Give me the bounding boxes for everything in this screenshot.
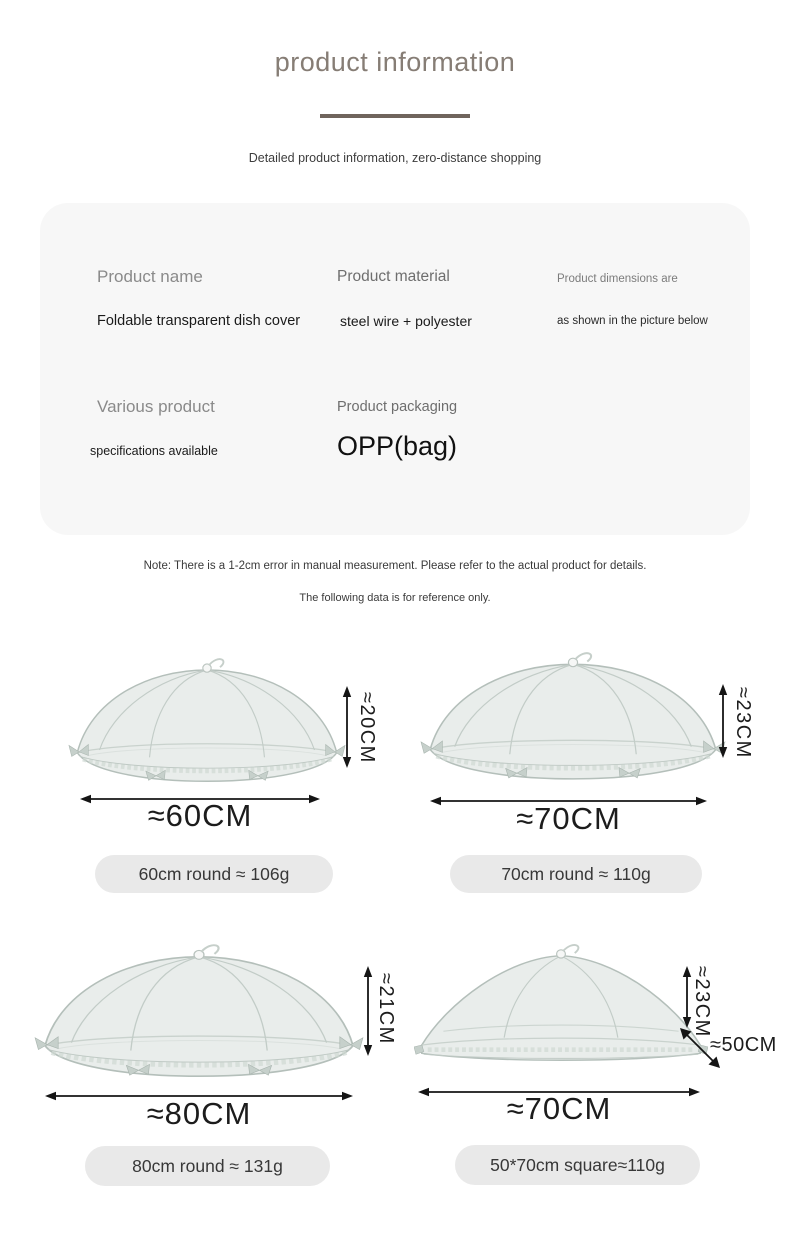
size-badge: 50*70cm square≈110g	[455, 1145, 700, 1185]
product-figure-70cm-round	[410, 650, 790, 905]
product-material-value: steel wire + polyester	[340, 313, 472, 329]
dish-cover-illustration	[414, 942, 708, 1080]
width-label: ≈70CM	[516, 801, 621, 836]
product-figure-50x70cm-square	[400, 940, 790, 1198]
product-packaging-value: OPP(bag)	[337, 431, 458, 461]
height-arrow	[362, 966, 374, 1056]
page-subtitle: Detailed product information, zero-distance shopping	[248, 151, 542, 165]
product-packaging-label: Product packaging	[337, 399, 458, 415]
dish-cover-illustration	[420, 652, 726, 794]
height-label: ≈20CM	[356, 692, 378, 764]
depth-label: ≈50CM	[710, 1034, 777, 1056]
height-label: ≈23CM	[691, 966, 713, 1038]
product-name-label: Product name	[97, 267, 203, 286]
size-badge: 80cm round ≈ 131g	[85, 1146, 330, 1186]
height-arrow	[717, 684, 729, 758]
reference-note: The following data is for reference only.	[299, 592, 491, 604]
width-label: ≈70CM	[506, 1091, 612, 1126]
dish-cover-illustration	[68, 658, 346, 796]
product-material-label: Product material	[337, 268, 450, 285]
width-label: ≈80CM	[146, 1096, 252, 1131]
info-card	[40, 203, 750, 535]
product-figure-60cm-round	[40, 650, 390, 905]
dish-cover-illustration	[34, 944, 364, 1092]
measurement-note: Note: There is a 1-2cm error in manual measurement. Please refer to the actual product for details.	[143, 560, 647, 572]
height-label: ≈23CM	[732, 687, 754, 759]
product-figure-80cm-round	[20, 940, 400, 1198]
various-specs-value: specifications available	[90, 444, 218, 458]
height-label: ≈21CM	[375, 973, 397, 1045]
page-title: product information	[274, 47, 516, 77]
product-dimensions-value: as shown in the picture below	[557, 315, 708, 327]
product-name-value: Foldable transparent dish cover	[97, 313, 301, 329]
width-label: ≈60CM	[147, 798, 253, 833]
size-badge: 70cm round ≈ 110g	[450, 855, 702, 893]
height-arrow	[341, 686, 353, 768]
title-divider	[320, 114, 470, 118]
product-dimensions-label: Product dimensions are	[557, 273, 678, 285]
various-specs-label: Various product	[97, 397, 215, 416]
size-badge: 60cm round ≈ 106g	[95, 855, 333, 893]
